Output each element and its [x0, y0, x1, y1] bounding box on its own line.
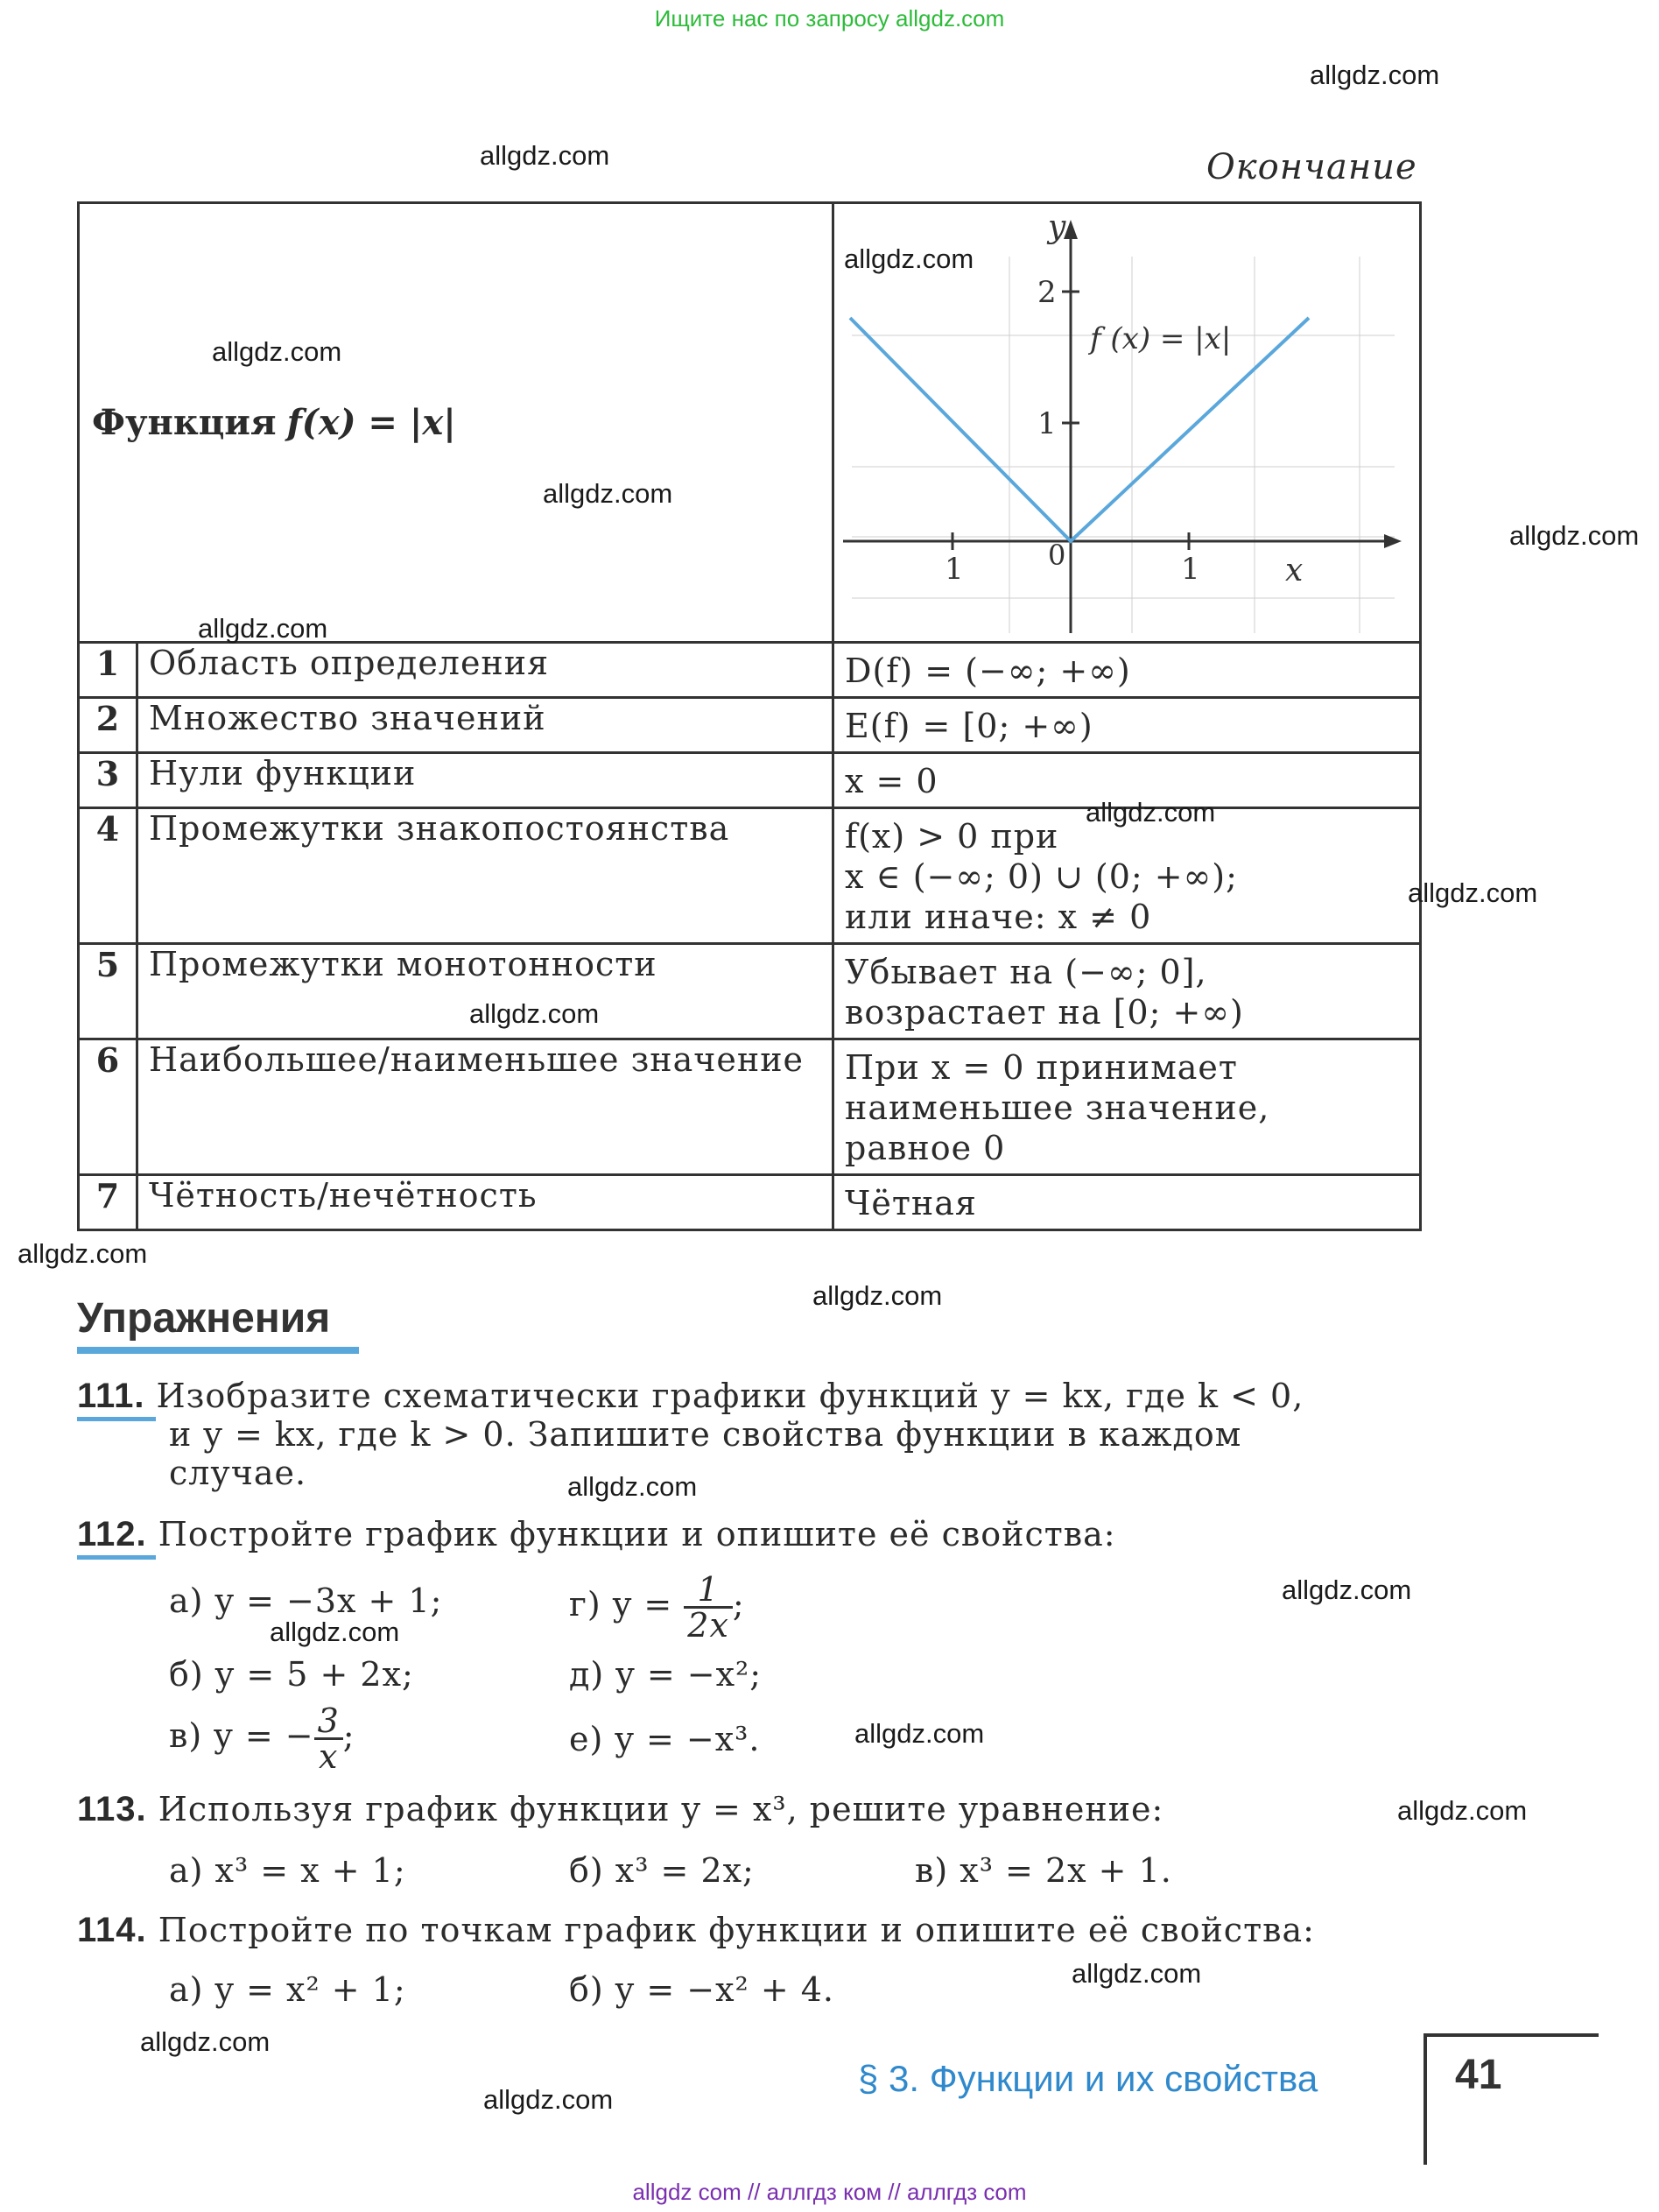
watermark: allgdz.com — [1408, 877, 1538, 908]
property-row — [79, 698, 1421, 753]
function-cell — [79, 203, 833, 643]
value-line: Убывает на (−∞; 0], — [845, 953, 1207, 991]
property-name: Наибольшее/наименьшее значение — [137, 1039, 833, 1175]
property-row — [79, 753, 1421, 808]
y-axis-label: y — [1048, 209, 1066, 245]
exercise-112 — [77, 1515, 1116, 1553]
watermark: allgdz.com — [483, 2084, 614, 2115]
watermark: allgdz.com — [270, 1617, 400, 1647]
property-row — [79, 643, 1421, 698]
item-114-a: а) y = x² + 1; — [169, 1970, 406, 2009]
property-value — [833, 643, 1421, 698]
property-row — [79, 1039, 1421, 1175]
fraction-numerator: 1 — [684, 1573, 733, 1609]
exercise-number: 113. — [77, 1790, 147, 1828]
value-line: Чётная — [845, 1184, 977, 1222]
exercise-number: 112. — [77, 1515, 147, 1553]
property-row — [79, 808, 1421, 944]
item-112-b: б) y = 5 + 2x; — [169, 1655, 414, 1694]
exercise-number: 114. — [77, 1911, 147, 1949]
x-axis-label: x — [1285, 553, 1304, 588]
item-prefix: г) y = — [569, 1585, 685, 1624]
watermark: allgdz.com — [1310, 60, 1440, 90]
watermark: allgdz.com — [543, 478, 673, 509]
property-row — [79, 944, 1421, 1039]
value-line: E(f) = [0; +∞) — [845, 707, 1093, 745]
watermark: allgdz.com — [18, 1238, 148, 1269]
item-112-d: д) y = −x²; — [569, 1655, 763, 1694]
top-watermark: Ищите нас по запросу allgdz.com — [654, 5, 1005, 32]
value-line: наименьшее значение, — [845, 1088, 1270, 1127]
watermark: allgdz.com — [140, 2026, 271, 2057]
property-value — [833, 1039, 1421, 1175]
row-number: 1 — [79, 643, 137, 698]
property-value — [833, 944, 1421, 1039]
item-114-b: б) y = −x² + 4. — [569, 1970, 835, 2009]
exercise-text: Постройте по точкам график функции и опишите её свойства: — [158, 1911, 1315, 1949]
value-line: f(x) > 0 при — [845, 817, 1059, 856]
property-name: Промежутки монотонности — [137, 944, 833, 1039]
row-number: 6 — [79, 1039, 137, 1175]
x-tick-label-pos: 1 — [1181, 552, 1200, 587]
graph-line — [850, 318, 1309, 541]
watermark: allgdz.com — [469, 998, 600, 1029]
watermark: allgdz.com — [212, 336, 342, 367]
footer-section-title: § 3. Функции и их свойства — [858, 2058, 1318, 2099]
fraction — [684, 1570, 733, 1645]
property-name: Множество значений — [137, 698, 833, 753]
item-113-a: а) x³ = x + 1; — [169, 1851, 406, 1890]
item-112-v — [169, 1701, 355, 1776]
watermark: allgdz.com — [480, 140, 610, 171]
property-name: Область определения — [137, 643, 833, 698]
fraction-numerator: 3 — [314, 1704, 343, 1740]
header-row — [79, 203, 1421, 643]
watermark: allgdz.com — [1509, 520, 1640, 551]
footer-divider-horizontal — [1424, 2033, 1599, 2037]
page-number: 41 — [1455, 2052, 1502, 2098]
footer-divider-vertical — [1424, 2033, 1427, 2165]
value-line: x ∈ (−∞; 0) ∪ (0; +∞); — [845, 857, 1238, 896]
item-prefix: в) y = − — [169, 1716, 314, 1755]
exercise-text: Используя график функции y = x³, решите уравнение: — [158, 1790, 1164, 1828]
row-number: 4 — [79, 808, 137, 944]
value-line: D(f) = (−∞; +∞) — [845, 652, 1131, 690]
exercise-text: и y = kx, где k > 0. Запишите свойства функции в каждом — [169, 1415, 1242, 1454]
value-line: При x = 0 принимает — [845, 1048, 1238, 1087]
watermark: allgdz.com — [1282, 1574, 1412, 1605]
item-112-g — [569, 1570, 745, 1645]
exercises-heading: Упражнения — [77, 1295, 331, 1342]
value-line: или иначе: x ≠ 0 — [845, 898, 1152, 936]
exercise-text: Изобразите схематически графики функций y = kx, где k < 0, — [156, 1377, 1304, 1415]
origin-label: 0 — [1048, 539, 1066, 572]
watermark: allgdz.com — [812, 1280, 943, 1311]
item-112-e: е) y = −x³. — [569, 1720, 761, 1758]
watermark: allgdz.com — [844, 243, 974, 274]
item-suffix: ; — [732, 1585, 745, 1624]
row-number: 7 — [79, 1175, 137, 1230]
watermark: allgdz.com — [1072, 1958, 1202, 1989]
exercises-heading-bar — [77, 1347, 359, 1354]
watermark: allgdz.com — [567, 1471, 698, 1502]
exercise-text: Постройте график функции и опишите её свойства: — [158, 1515, 1116, 1553]
exercise-111-underline — [77, 1417, 156, 1421]
exercise-text: случае. — [169, 1454, 307, 1492]
value-line: равное 0 — [845, 1129, 1006, 1167]
graph-func-label: f (x) = |x| — [1090, 321, 1232, 356]
property-name: Промежутки знакопостоянства — [137, 808, 833, 944]
exercise-114 — [77, 1911, 1315, 1949]
property-name: Нули функции — [137, 753, 833, 808]
exercise-113 — [77, 1790, 1163, 1828]
bottom-watermark: allgdz com // аллгдз ком // аллгдз com — [632, 2179, 1027, 2205]
fraction-denominator: 2x — [687, 1606, 729, 1645]
item-113-b: б) x³ = 2x; — [569, 1851, 755, 1890]
value-line: x = 0 — [845, 762, 938, 800]
row-number: 5 — [79, 944, 137, 1039]
value-line: возрастает на [0; +∞) — [845, 993, 1244, 1032]
y-tick-label-1: 1 — [1037, 406, 1057, 441]
item-112-a: а) y = −3x + 1; — [169, 1582, 443, 1620]
x-tick-label-neg: 1 — [945, 552, 964, 587]
exercise-112-underline — [77, 1555, 156, 1560]
property-row — [79, 1175, 1421, 1230]
continuation-label: Окончание — [1206, 147, 1417, 187]
y-axis-arrow-icon — [1064, 220, 1078, 239]
exercise-number: 111. — [77, 1377, 145, 1415]
property-name: Чётность/нечётность — [137, 1175, 833, 1230]
row-number: 3 — [79, 753, 137, 808]
item-113-v: в) x³ = 2x + 1. — [915, 1851, 1172, 1890]
property-value — [833, 698, 1421, 753]
row-number: 2 — [79, 698, 137, 753]
x-axis-arrow-icon — [1384, 534, 1402, 548]
watermark: allgdz.com — [198, 613, 328, 644]
function-label: Функция — [92, 402, 277, 443]
fraction-denominator: x — [318, 1737, 339, 1776]
watermark: allgdz.com — [1086, 797, 1216, 828]
watermark: allgdz.com — [854, 1718, 985, 1749]
fraction — [314, 1701, 343, 1776]
watermark: allgdz.com — [1397, 1795, 1528, 1826]
property-value — [833, 1175, 1421, 1230]
function-formula: f(x) = |x| — [286, 402, 456, 443]
graph-grid — [852, 257, 1395, 633]
y-tick-label-2: 2 — [1037, 275, 1057, 310]
item-suffix: ; — [342, 1716, 355, 1755]
exercise-111 — [77, 1377, 1425, 1492]
